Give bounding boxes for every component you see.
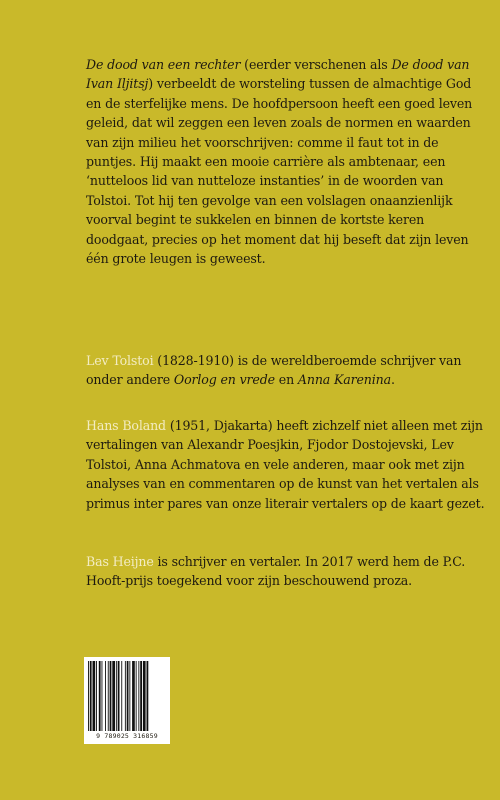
blurb-sep: (eerder verschenen als <box>240 57 392 72</box>
barcode-bar <box>143 661 146 731</box>
translator-bio <box>86 416 486 513</box>
barcode-bar <box>93 661 96 731</box>
translator-bio-text: (1951, Djakarta) heeft zichzelf niet alleen met zijn vertalingen van Alexandr Poesjkin, Fjodor Dostojevski, Lev Tolstoi, Anna Achmatova en vele anderen, maar ook met zijn analyses van en commentaren op de kunst van het vertalen als primus inter pares van onze literair vertalers op de kaart gezet. <box>86 418 485 511</box>
barcode-bar <box>90 661 92 731</box>
barcode-bar <box>108 661 109 731</box>
barcode-bar <box>116 661 117 731</box>
author-book-2: Anna Karenina <box>297 372 391 388</box>
barcode-bar <box>138 661 139 731</box>
barcode-bar <box>112 661 115 731</box>
author-bio <box>86 351 486 390</box>
translator-name: Hans Boland <box>86 418 166 433</box>
barcode-bars <box>88 661 166 731</box>
barcode-bar <box>118 661 120 731</box>
barcode-bar <box>110 661 112 731</box>
author-bio-conj: en <box>274 372 298 388</box>
book-blurb <box>86 55 486 268</box>
afterword-bio <box>86 552 486 591</box>
barcode-bar <box>121 661 122 731</box>
former-title: De dood van Ivan Iljitsj <box>86 57 470 92</box>
barcode-bar <box>102 661 103 731</box>
afterword-author-name: Bas Heijne <box>86 554 154 569</box>
author-bio-text: (1828-1910) is de wereldberoemde schrijver van onder andere <box>86 353 462 388</box>
barcode-bar <box>125 661 126 731</box>
barcode-bar <box>140 661 142 731</box>
author-bio-end: . <box>390 372 395 388</box>
barcode-bar <box>88 661 89 731</box>
author-book-1: Oorlog en vrede <box>173 372 275 388</box>
barcode-bar <box>129 661 130 731</box>
blurb-text: ) verbeeldt de worsteling tussen de almachtige God en de sterfelijke mens. De hoofdpersoon heeft een goed leven geleid, dat wil zeggen een leven zoals de normen en waarden van zijn milieu het voorschrijven: comme il faut tot in de puntjes. Hij maakt een mooie carrière als ambtenaar, een ‘nutteloos lid van nutteloze instanties’ in de woorden van Tolstoi. Tot hij ten gevolge van een volslagen onaanzienlijk voorval begint te sukkelen en binnen de kortste keren doodgaat, precies op het moment dat hij beseft dat zijn leven één grote leugen is geweest. <box>86 76 473 267</box>
barcode-bar <box>147 661 149 731</box>
isbn-barcode <box>84 657 170 744</box>
isbn-number: 9 789025 316859 <box>96 732 158 740</box>
barcode-bar <box>96 661 97 731</box>
afterword-bio-text: is schrijver en vertaler. In 2017 werd hem de P.C. Hooft-prijs toegekend voor zijn beschouwend proza. <box>86 554 466 589</box>
book-title: De dood van een rechter <box>86 57 241 72</box>
author-name: Lev Tolstoi <box>86 353 154 368</box>
barcode-bar <box>105 661 106 731</box>
barcode-bar <box>136 661 137 731</box>
barcode-bar <box>99 661 101 731</box>
barcode-bar <box>127 661 129 731</box>
barcode-bar <box>132 661 135 731</box>
